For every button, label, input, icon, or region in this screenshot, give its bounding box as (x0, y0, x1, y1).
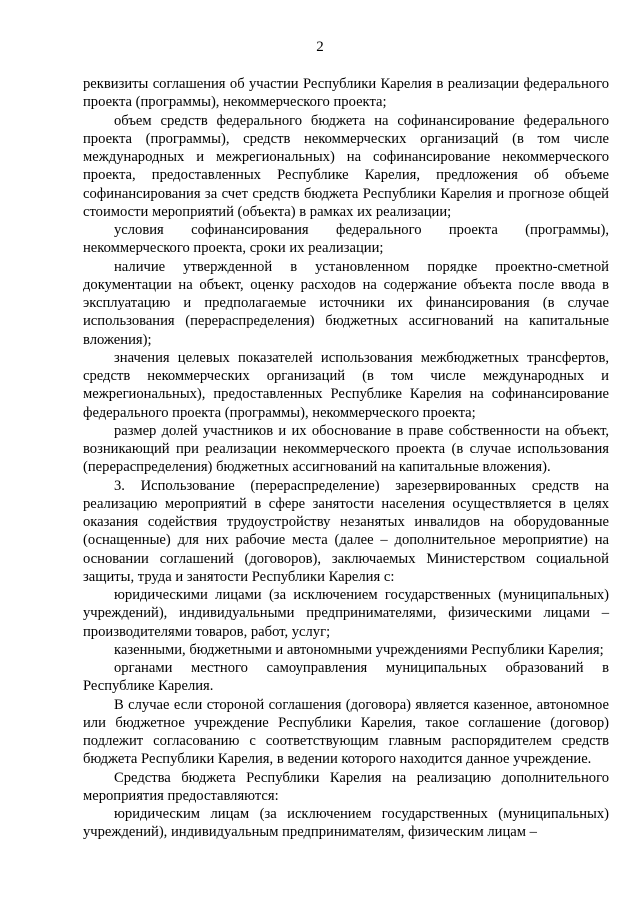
paragraph: значения целевых показателей использования межбюджетных трансфертов, средств некоммерческих организаций (в том числе международных и межрегиональных), предоставленных Республике Карелия на софинансирование федерального проекта (программы), некоммерческого проекта; (83, 349, 609, 421)
paragraph: объем средств федерального бюджета на софинансирование федерального проекта (программы), средств некоммерческих организаций (в том числе международных и межрегиональных) на софинансирование некоммерческого проекта, предоставленных Республике Карелия, предложения об объеме софинансирования за счет средств бюджета Республики Карелия и прогнозе общей стоимости мероприятий (объекта) в рамках их реализации; (83, 112, 609, 220)
paragraph: В случае если стороной соглашения (договора) является казенное, автономное или бюджетное учреждение Республики Карелия, такое соглашение (договор) подлежит согласованию с соответствующим главным распорядителем средств бюджета Республики Карелия, в ведении которого находится данное учреждение. (83, 696, 609, 768)
page-number: 2 (316, 39, 324, 55)
document-body (83, 75, 609, 842)
paragraph: юридическим лицам (за исключением государственных (муниципальных) учреждений), индивидуальным предпринимателям, физическим лицам – (83, 806, 609, 841)
paragraph: условия софинансирования федерального проекта (программы), некоммерческого проекта, сроки их реализации; (83, 222, 609, 257)
paragraph: органами местного самоуправления муниципальных образований в Республике Карелия. (83, 660, 609, 695)
paragraph: наличие утвержденной в установленном порядке проектно-сметной документации на объект, оценку расходов на содержание объекта после ввода в эксплуатацию и предполагаемые источники их финансирования (в случае использования (перераспределения) бюджетных ассигнований на капитальные вложения); (83, 258, 609, 348)
paragraph: размер долей участников и их обоснование в праве собственности на объект, возникающий при реализации некоммерческого проекта (в случае использования (перераспределения) бюджетных ассигнований на капитальные вложения). (83, 422, 609, 476)
paragraph: юридическими лицами (за исключением государственных (муниципальных) учреждений), индивидуальными предпринимателями, физическими лицами – производителями товаров, работ, услуг; (83, 587, 609, 640)
paragraph: Средства бюджета Республики Карелия на реализацию дополнительного мероприятия предоставляются: (83, 769, 609, 804)
paragraph: казенными, бюджетными и автономными учреждениями Республики Карелия; (114, 641, 604, 658)
paragraph: реквизиты соглашения об участии Республики Карелия в реализации федерального проекта (программы), некоммерческого проекта; (83, 76, 609, 111)
paragraph: 3. Использование (перераспределение) зарезервированных средств на реализацию мероприятий в сфере занятости населения осуществляется в целях оказания содействия трудоустройству незанятых инвалидов на оборудованные (оснащенные) для них рабочие места (далее – дополнительное мероприятие) на основании соглашений (договоров), заключаемых Министерством социальной защиты, труда и занятости Республики Карелия с: (83, 477, 609, 585)
